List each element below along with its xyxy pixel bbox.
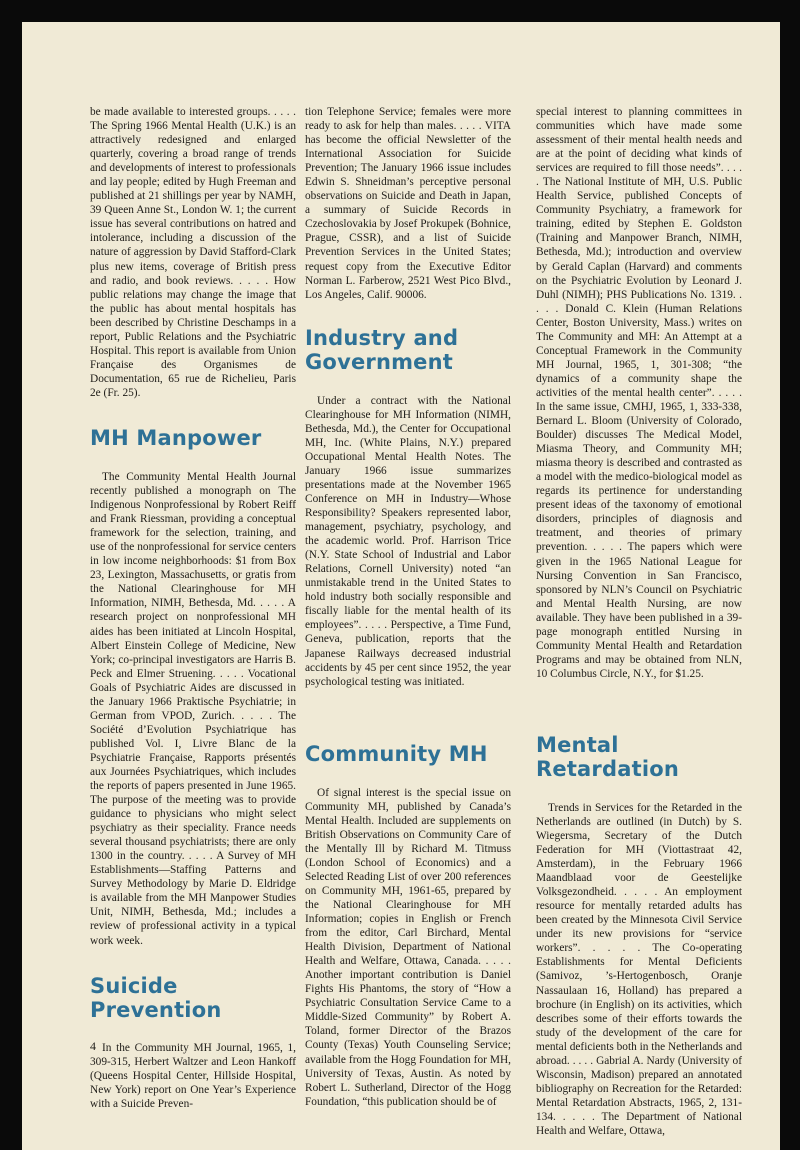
paragraph-community-mh-continued: special interest to planning committees in communities which have made some assessment of their mental health needs and are at the point of deciding what kinds of services are required to fill those needs”. . . . . The National Institute of MH, U.S. Public Health Service, published Concepts of Community Psychiatry, a framework for training, edited by Stephen E. Goldston (Training and Manpower Branch, NIMH, Bethesda, Md.); introduction and overview by Gerald Caplan (Harvard) and comments on the Psychiatric Evolution by Leonard J. Duhl (NIMH); PHS Publications No. 1319. . . . . Donald C. Klein (Human Relations Center, Boston University, Mass.) writes on The Community and MH: An Attempt at a Conceptual Framework in the Community MH Journal, 1965, 1, 301-308; “the dynamics of a community shape the activities of the mental health center”. . . . . In the same issue, CMHJ, 1965, 1, 333-338, Bernard L. Bloom (University of Colorado, Boulder) discusses The Medical Model, Miasma Theory, and Community MH; miasma theory is described and contrasted as a model with the medico-biological model as regards its pertinence for understanding present ideas of the taxonomy of emotional disorders, principles of diagnosis and treatment, and theories of primary prevention. . . . . The papers which were given in the 1965 National League for Nursing Convention in San Francisco, sponsored by NLN’s Council on Psychiatric and Mental Health Nursing, are now available. They have been published in a 39-page monograph entitled Nursing in Community Mental Health and Retardation Programs and may be obtained from NLN, 10 Columbus Circle, N.Y., for $1.25. — [536, 106, 742, 680]
section-heading-mh-manpower: MH Manpower — [90, 425, 262, 450]
journal-page — [22, 22, 780, 1150]
paragraph-publications-intro: be made available to interested groups. . . . . The Spring 1966 Mental Health (U.K.) is an attractively redesigned and enlarged quarterly, covering a broad range of trends and developments of interest to professionals and lay people; edited by Hugh Freeman and published at 21 shillings per year by NAMH, 39 Queen Anne St., London W. 1; the current issue has several contributions on hatred and intolerance, including a discussion of the nature of aggression by David Stafford-Clark plus new items, coverage of British press and radio, and book reviews. . . . . How public relations may change the image that the public has about mental hospitals has been described by Christine Deschamps in a report, Public Relations and the Psychiatric Hospital. This report is available from Union Française des Organismes de Documentation, 65 rue de Richelieu, Paris 2e (Fr. 25). — [90, 106, 296, 399]
column-middle — [305, 105, 511, 1109]
paragraph-industry-government: Under a contract with the National Clearinghouse for MH Information (NIMH, Bethesda, Md.), the Center for Occupational MH, Inc. (White Plains, N.Y.) prepared Occupational Mental Health Notes. The January 1966 issue summarizes presentations made at the November 1965 Conference on MH in Industry—Whose Responsibility? Speakers represented labor, management, psychiatry, psychology, and the academic world. Prof. Harrison Trice (N.Y. State School of Industrial and Labor Relations, Cornell University) noted “an unmistakable trend in the United States to hold industry both socially responsible and fiscally liable for the mental health of its employees”. . . . . Perspective, a Time Fund, Geneva, publication, reports that the Japanese Railways decreased industrial accidents by 45 per cent since 1952, the year psychological testing was initiated. — [305, 394, 511, 688]
section-heading-community-mh: Community MH — [305, 741, 488, 766]
column-right — [536, 105, 742, 1138]
section-heading-mental-retardation: Mental Retardation — [536, 732, 679, 781]
column-left — [90, 105, 296, 1111]
page-number: 4 — [90, 1039, 96, 1053]
paragraph-mh-manpower: The Community Mental Health Journal recently published a monograph on The Indigenous Nonprofessional by Robert Reiff and Frank Riessman, providing a conceptual framework for the selection, training, and use of the nonprofessional for service centers in low income neighborhoods: $1 from Box 23, Lexington, Massachusetts, or gratis from the National Clearinghouse for MH Information, NIMH, Bethesda, Md. . . . . A research project on nonprofessional MH aides has been initiated at Lincoln Hospital, Albert Einstein College of Medicine, New York; co-principal investigators are Harris B. Peck and Elmer Struening. . . . . Vocational Goals of Psychiatric Aides are discussed in the January 1966 Praktische Psychiatrie; in German from VPOD, Zurich. . . . . The Société d’Evolution Psychiatrique has published Vol. I, Livre Blanc de la Psychiatrie Française, Rapports présentés aux Journées Psychiatriques, which includes the reports of papers presented in June 1965. The purpose of the meeting was to provide guidance to physicians who might select psychiatry as their speciality. France needs several thousand psychiatrists; there are only 1300 in the country. . . . . A Survey of MH Establishments—Staffing Patterns and Survey Methodology by Marie D. Eldridge is available from the MH Manpower Studies Unit, NIMH, Bethesda, Md.; includes a review of professional activity in a typical work week. — [90, 470, 296, 947]
paragraph-mental-retardation: Trends in Services for the Retarded in the Netherlands are outlined (in Dutch) by S. Wiegersma, Secretary of the Dutch Federation for MH (Viottastraat 42, Amsterdam), in the February 1966 Maandblaad voor de Geestelijke Volksgezondheid. . . . . An employment resource for mentally retarded adults has been created by the Minnesota Civil Service under its new provisions for “service workers”. . . . . The Co-operating Establishments for Mental Deficients (Samivoz, ’s-Hertogenbosch, Oranje Nassaulaan 16, Holland) has prepared a brochure (in English) on its activities, which describes some of their efforts towards the study of the development of the care for mental deficients both in the Netherlands and abroad. . . . . Gabrial A. Nardy (University of Wisconsin, Madison) prepared an annotated bibliography on Recreation for the Retarded: Mental Retardation Abstracts, 1965, 2, 131-134. . . . . The Department of National Health and Welfare, Ottawa, — [536, 801, 743, 1137]
paragraph-suicide-prevention-continued: tion Telephone Service; females were more ready to ask for help than males. . . . . VITA has become the official Newsletter of the International Association for Suicide Prevention; The January 1966 issue includes Edwin S. Shneidman’s perceptive personal observations on Suicide and Death in Japan, a summary of Suicide Records in Czechoslovakia by Josef Prokupek (Bohnice, Prague, CSSR), and a list of Suicide Prevention Services in the United States; request copy from the Executive Editor Norman L. Farberow, 2521 West Pico Blvd., Los Angeles, Calif. 90006. — [305, 106, 511, 301]
paragraph-community-mh: Of signal interest is the special issue on Community MH, published by Canada’s Mental Health. Included are supplements on British Observations on Community Care of the Mentally Ill by Richard M. Titmuss (London School of Economics) and a Selected Reading List of over 200 references on Community MH, 1961-65, prepared by the National Clearinghouse for MH Information; copies in English or French from the editor, Carl Birchard, Mental Health Division, Department of National Health and Welfare, Ottawa, Canada. . . . . Another important contribution is Daniel Fights His Phantoms, the story of “How a Psychiatric Consultation Service Came to a Middle-Sized Community” by Robert A. Toland, former Director of the Brazos County (Texas) Youth Counseling Service; available from the Hogg Foundation for MH, University of Texas, Austin. As noted by Robert L. Sutherland, Director of the Hogg Foundation, “this publication should be of — [305, 786, 511, 1108]
section-heading-suicide-prevention: Suicide Prevention — [90, 973, 222, 1022]
section-heading-industry-government: Industry and Government — [305, 325, 459, 374]
paragraph-suicide-prevention: In the Community MH Journal, 1965, 1, 309-315, Herbert Waltzer and Leon Hankoff (Queens Hospital Center, Hillside Hospital, New York) report on One Year’s Experience with a Suicide Preven- — [90, 1041, 296, 1110]
